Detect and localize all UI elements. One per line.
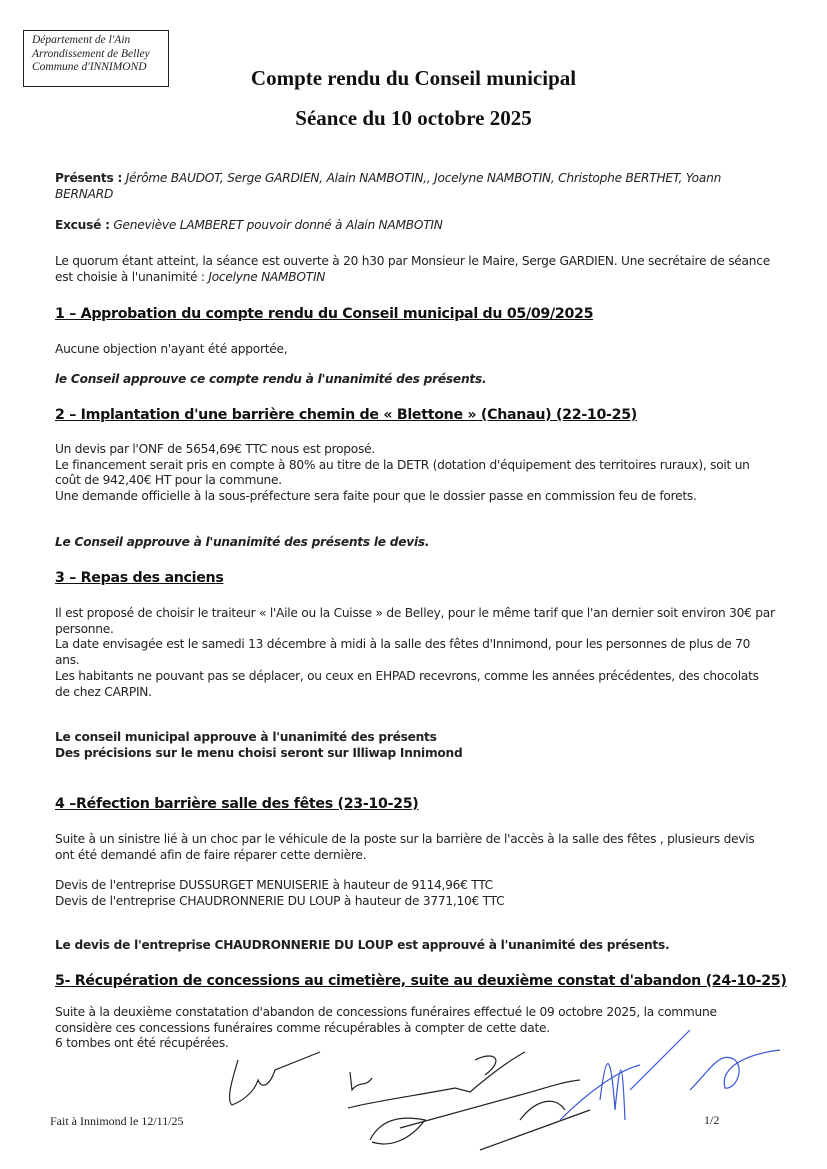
signature-5	[690, 1050, 780, 1090]
arrondissement: Arrondissement de Belley	[32, 47, 150, 60]
section-4-quotes	[55, 878, 775, 909]
signature-1	[230, 1052, 320, 1105]
presents	[55, 171, 775, 202]
excuse-value: Geneviève LAMBERET pouvoir donné à Alain NAMBOTIN	[113, 218, 443, 232]
section-2-paragraph: Une demande officielle à la sous-préfecture sera faite pour que le dossier passe en commission feu de forets.	[55, 489, 697, 504]
section-3-body	[55, 606, 775, 700]
section-3-paragraph: La date envisagée est le samedi 13 décembre à midi à la salle des fêtes d'Innimond, pour les personnes de plus de 70 ans.	[55, 637, 751, 668]
section-4-paragraph: Suite à un sinistre lié à un choc par le véhicule de la poste sur la barrière de l'accès à la salle des fêtes , plusieurs devis ont été demandé afin de faire réparer cette dernière.	[55, 832, 755, 862]
section-3-heading: 3 – Repas des anciens	[55, 570, 224, 586]
commune: Commune d'INNIMOND	[32, 61, 147, 73]
document-title: Compte rendu du Conseil municipal	[250, 66, 577, 90]
signatures	[0, 1030, 827, 1169]
section-1-paragraph: Aucune objection n'ayant été apportée,	[55, 342, 288, 356]
quorum-text: Le quorum étant atteint, la séance est ouverte à 20 h30 par Monsieur le Maire, Serge GARDIEN. Une secrétaire de séance est choisie à l'unanimité :	[55, 254, 770, 284]
signature-3	[370, 1080, 590, 1150]
presents-label: Présents :	[55, 171, 123, 185]
presents-value: Jérôme BAUDOT, Serge GARDIEN, Alain NAMBOTIN,, Jocelyne NAMBOTIN, Christophe BERTHET, Yoann BERNARD	[55, 171, 722, 201]
section-2-paragraph: Le financement serait pris en compte à 80% au titre de la DETR (dotation d'équipement des territoires ruraux), soit un coût de 942,40€ HT pour la commune.	[55, 457, 750, 488]
section-1-decision: le Conseil approuve ce compte rendu à l'unanimité des présents.	[55, 372, 487, 386]
section-5-heading: 5- Récupération de concessions au cimetière, suite au deuxième constat d'abandon (24-10-25)	[55, 973, 787, 989]
excuse	[55, 218, 775, 234]
section-3-paragraph: Les habitants ne pouvant pas se déplacer, ou ceux en EHPAD recevrons, comme les années précédentes, des chocolats de chez CARPIN.	[55, 668, 759, 699]
place-date: Fait à Innimond le 12/11/25	[50, 1114, 184, 1128]
quorum	[55, 254, 775, 285]
section-3-decision-line: Le conseil municipal approuve à l'unanimité des présents	[55, 730, 437, 744]
section-5-paragraph: 6 tombes ont été récupérées.	[55, 1036, 229, 1051]
page-number: 1/2	[704, 1113, 720, 1127]
quote-line: Devis de l'entreprise DUSSURGET MENUISERIE à hauteur de 9114,96€ TTC	[55, 878, 493, 892]
signature-4	[560, 1030, 690, 1120]
section-2-decision: Le Conseil approuve à l'unanimité des présents le devis.	[55, 535, 430, 549]
section-2-paragraph: Un devis par l'ONF de 5654,69€ TTC nous est proposé.	[55, 442, 375, 456]
signature-2	[348, 1052, 525, 1108]
section-5-paragraph: Suite à la deuxième constatation d'abandon de concessions funéraires effectué le 09 octobre 2025, la commune considère ces concessions funéraires comme récupérables à compter de cette date.	[55, 1005, 717, 1035]
secretary-name: Jocelyne NAMBOTIN	[208, 269, 326, 284]
quote-line: Devis de l'entreprise CHAUDRONNERIE DU LOUP à hauteur de 3771,10€ TTC	[55, 893, 505, 908]
section-3-decision-line: Des précisions sur le menu choisi seront sur Illiwap Innimond	[55, 745, 463, 760]
section-3-paragraph: Il est proposé de choisir le traiteur « l'Aile ou la Cuisse » de Belley, pour le même tarif que l'an dernier soit environ 30€ par personne.	[55, 606, 775, 636]
document-subtitle: Séance du 10 octobre 2025	[295, 106, 532, 130]
section-2-heading: 2 – Implantation d'une barrière chemin de « Blettone » (Chanau) (22-10-25)	[55, 407, 637, 423]
section-2-body	[55, 442, 775, 505]
section-4-decision: Le devis de l'entreprise CHAUDRONNERIE DU LOUP est approuvé à l'unanimité des présents.	[55, 938, 670, 952]
department: Département de l'Ain	[32, 34, 131, 46]
excuse-label: Excusé :	[55, 218, 110, 232]
section-1-heading: 1 – Approbation du compte rendu du Conseil municipal du 05/09/2025	[55, 306, 594, 322]
section-3-decision	[55, 730, 775, 761]
section-4-heading: 4 –Réfection barrière salle des fêtes (23-10-25)	[55, 796, 419, 812]
